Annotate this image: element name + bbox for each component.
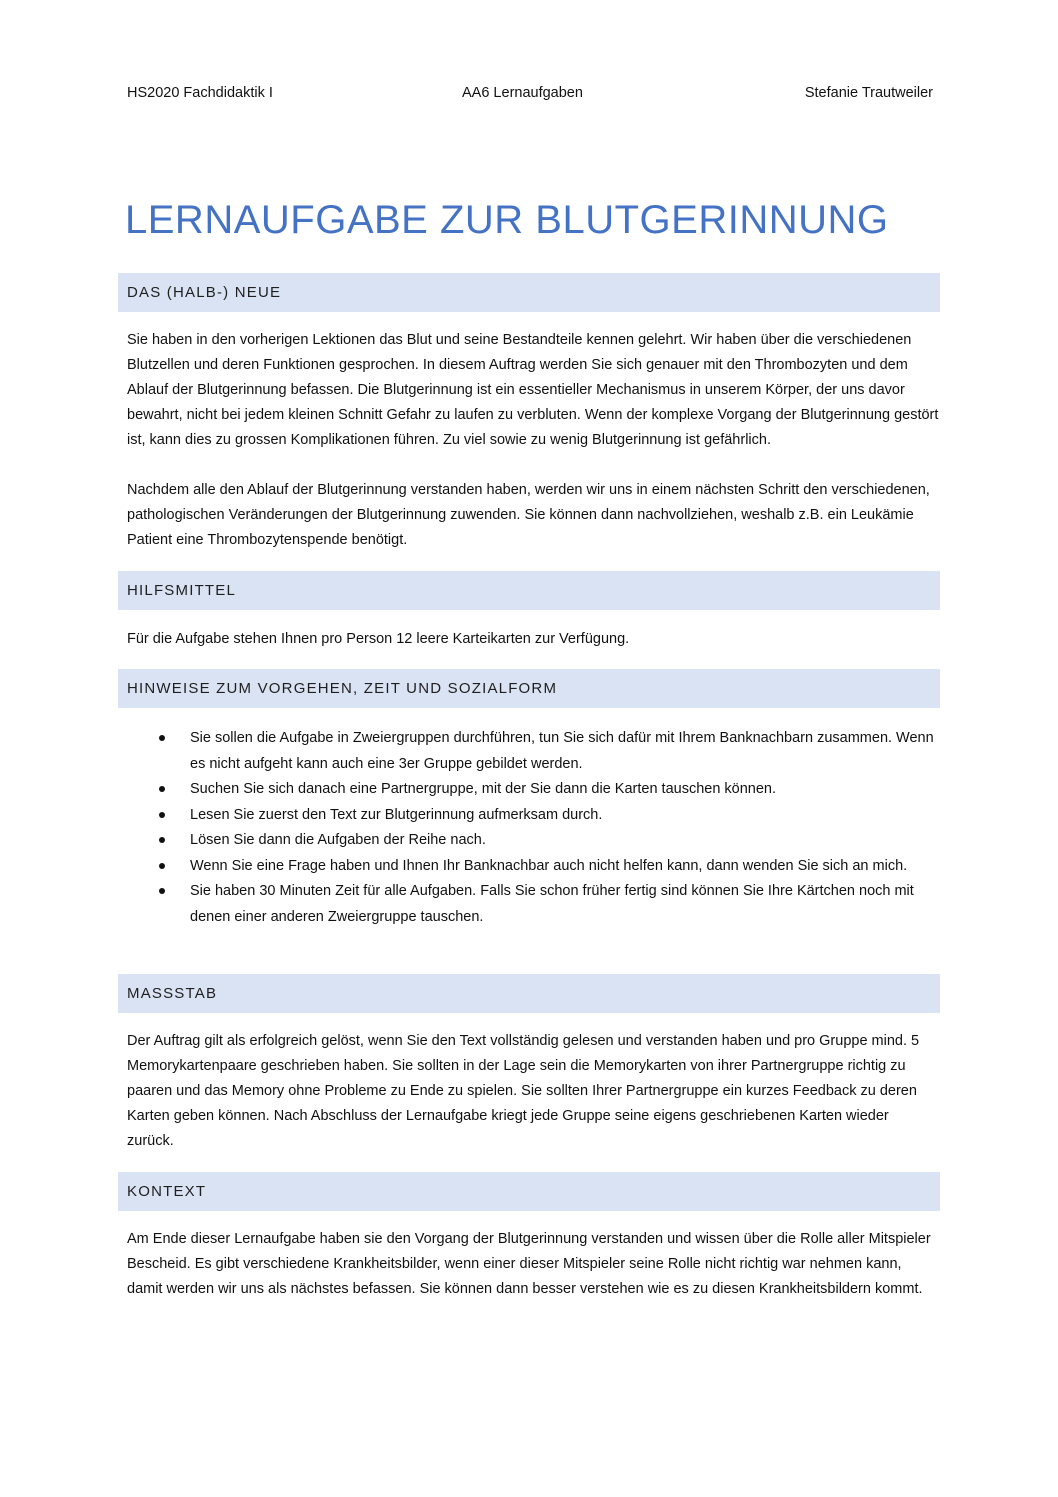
massstab-text: Der Auftrag gilt als erfolgreich gelöst, wenn Sie den Text vollständig gelesen und verstanden haben und pro Gruppe mind. 5 Memorykartenpaare geschrieben haben. Sie sollten in der Lage sein die Memorykarten von ihrer Partnergruppe richtig zu paaren und das Memory ohne Probleme zu Ende zu spielen. Sie sollten Ihrer Partnergruppe ein kurzes Feedback zu deren Karten geben können. Nach Abschluss der Lernaufgabe kriegt jede Gruppe seine eigens geschriebenen Karten wieder zurück. bbox=[127, 1033, 920, 1149]
section-heading-hinweise: HINWEISE ZUM VORGEHEN, ZEIT UND SOZIALFORM bbox=[118, 669, 940, 708]
bullet-icon bbox=[159, 812, 165, 818]
list-item bbox=[127, 879, 939, 930]
list-item-text: Suchen Sie sich danach eine Partnergruppe, mit der Sie dann die Karten tauschen können. bbox=[190, 781, 777, 797]
section-heading-kontext: KONTEXT bbox=[118, 1172, 940, 1211]
bullet-icon bbox=[159, 863, 165, 869]
neue-paragraph-2: Nachdem alle den Ablauf der Blutgerinnung verstanden haben, werden wir uns in einem nächsten Schritt den verschiedenen, pathologischen Veränderungen der Blutgerinnung zuwenden. Sie können dann nachvollziehen, weshalb z.B. ein Leukämie Patient eine Thrombozytenspende benötigt. bbox=[127, 482, 930, 548]
list-item bbox=[127, 803, 939, 829]
section-heading-hilfsmittel: HILFSMITTEL bbox=[118, 571, 940, 610]
bullet-icon bbox=[159, 735, 165, 741]
header-course: HS2020 Fachdidaktik I bbox=[127, 85, 273, 101]
bullet-icon bbox=[159, 786, 165, 792]
list-item-text: Lösen Sie dann die Aufgaben der Reihe nach. bbox=[190, 832, 486, 848]
list-item-text: Wenn Sie eine Frage haben und Ihnen Ihr Banknachbar auch nicht helfen kann, dann wenden Sie sich an mich. bbox=[190, 857, 908, 874]
list-item bbox=[127, 726, 939, 777]
list-item-text: Sie haben 30 Minuten Zeit für alle Aufgaben. Falls Sie schon früher fertig sind können Sie Ihre Kärtchen noch mit denen einer anderen Zweiergruppe tauschen. bbox=[190, 883, 914, 925]
document-title: LERNAUFGABE ZUR BLUTGERINNUNG bbox=[125, 198, 889, 242]
hilfsmittel-text: Für die Aufgabe stehen Ihnen pro Person 12 leere Karteikarten zur Verfügung. bbox=[127, 631, 630, 647]
hinweise-list bbox=[127, 726, 939, 930]
section-heading-massstab: MASSSTAB bbox=[118, 974, 940, 1013]
list-item bbox=[127, 854, 939, 880]
page-header bbox=[127, 83, 933, 103]
header-author: Stefanie Trautweiler bbox=[804, 85, 933, 101]
kontext-text: Am Ende dieser Lernaufgabe haben sie den Vorgang der Blutgerinnung verstanden und wissen über die Rolle aller Mitspieler Bescheid. Es gibt verschiedene Krankheitsbilder, wenn einer dieser Mitspieler seine Rolle nicht richtig war nehmen kann, damit werden wir uns als nächstes befassen. Sie können dann besser verstehen wie es zu diesen Krankheitsbildern kommt. bbox=[127, 1231, 931, 1297]
list-item bbox=[127, 828, 939, 854]
neue-paragraph-1: Sie haben in den vorherigen Lektionen das Blut und seine Bestandteile kennen gelehrt. Wir haben über die verschiedenen Blutzellen und deren Funktionen gesprochen. In diesem Auftrag werden Sie sich genauer mit den Thrombozyten und dem Ablauf der Blutgerinnung befassen. Die Blutgerinnung ist ein essentieller Mechanismus in unserem Körper, der uns davor bewahrt, nicht bei jedem kleinen Schnitt Gefahr zu laufen zu verbluten. Wenn der komplexe Vorgang der Blutgerinnung gestört ist, kann dies zu grossen Komplikationen führen. Zu viel sowie zu wenig Blutgerinnung ist gefährlich. bbox=[127, 332, 939, 448]
list-item bbox=[127, 777, 939, 803]
list-item-text: Sie sollen die Aufgabe in Zweiergruppen durchführen, tun Sie sich dafür mit Ihrem Banknachbarn zusammen. Wenn es nicht aufgeht kann auch eine 3er Gruppe gebildet werden. bbox=[190, 730, 934, 772]
bullet-icon bbox=[159, 837, 165, 843]
header-assignment: AA6 Lernaufgaben bbox=[462, 85, 583, 101]
section-heading-neue: DAS (HALB-) NEUE bbox=[118, 273, 940, 312]
list-item-text: Lesen Sie zuerst den Text zur Blutgerinnung aufmerksam durch. bbox=[190, 806, 603, 823]
bullet-icon bbox=[159, 888, 165, 894]
